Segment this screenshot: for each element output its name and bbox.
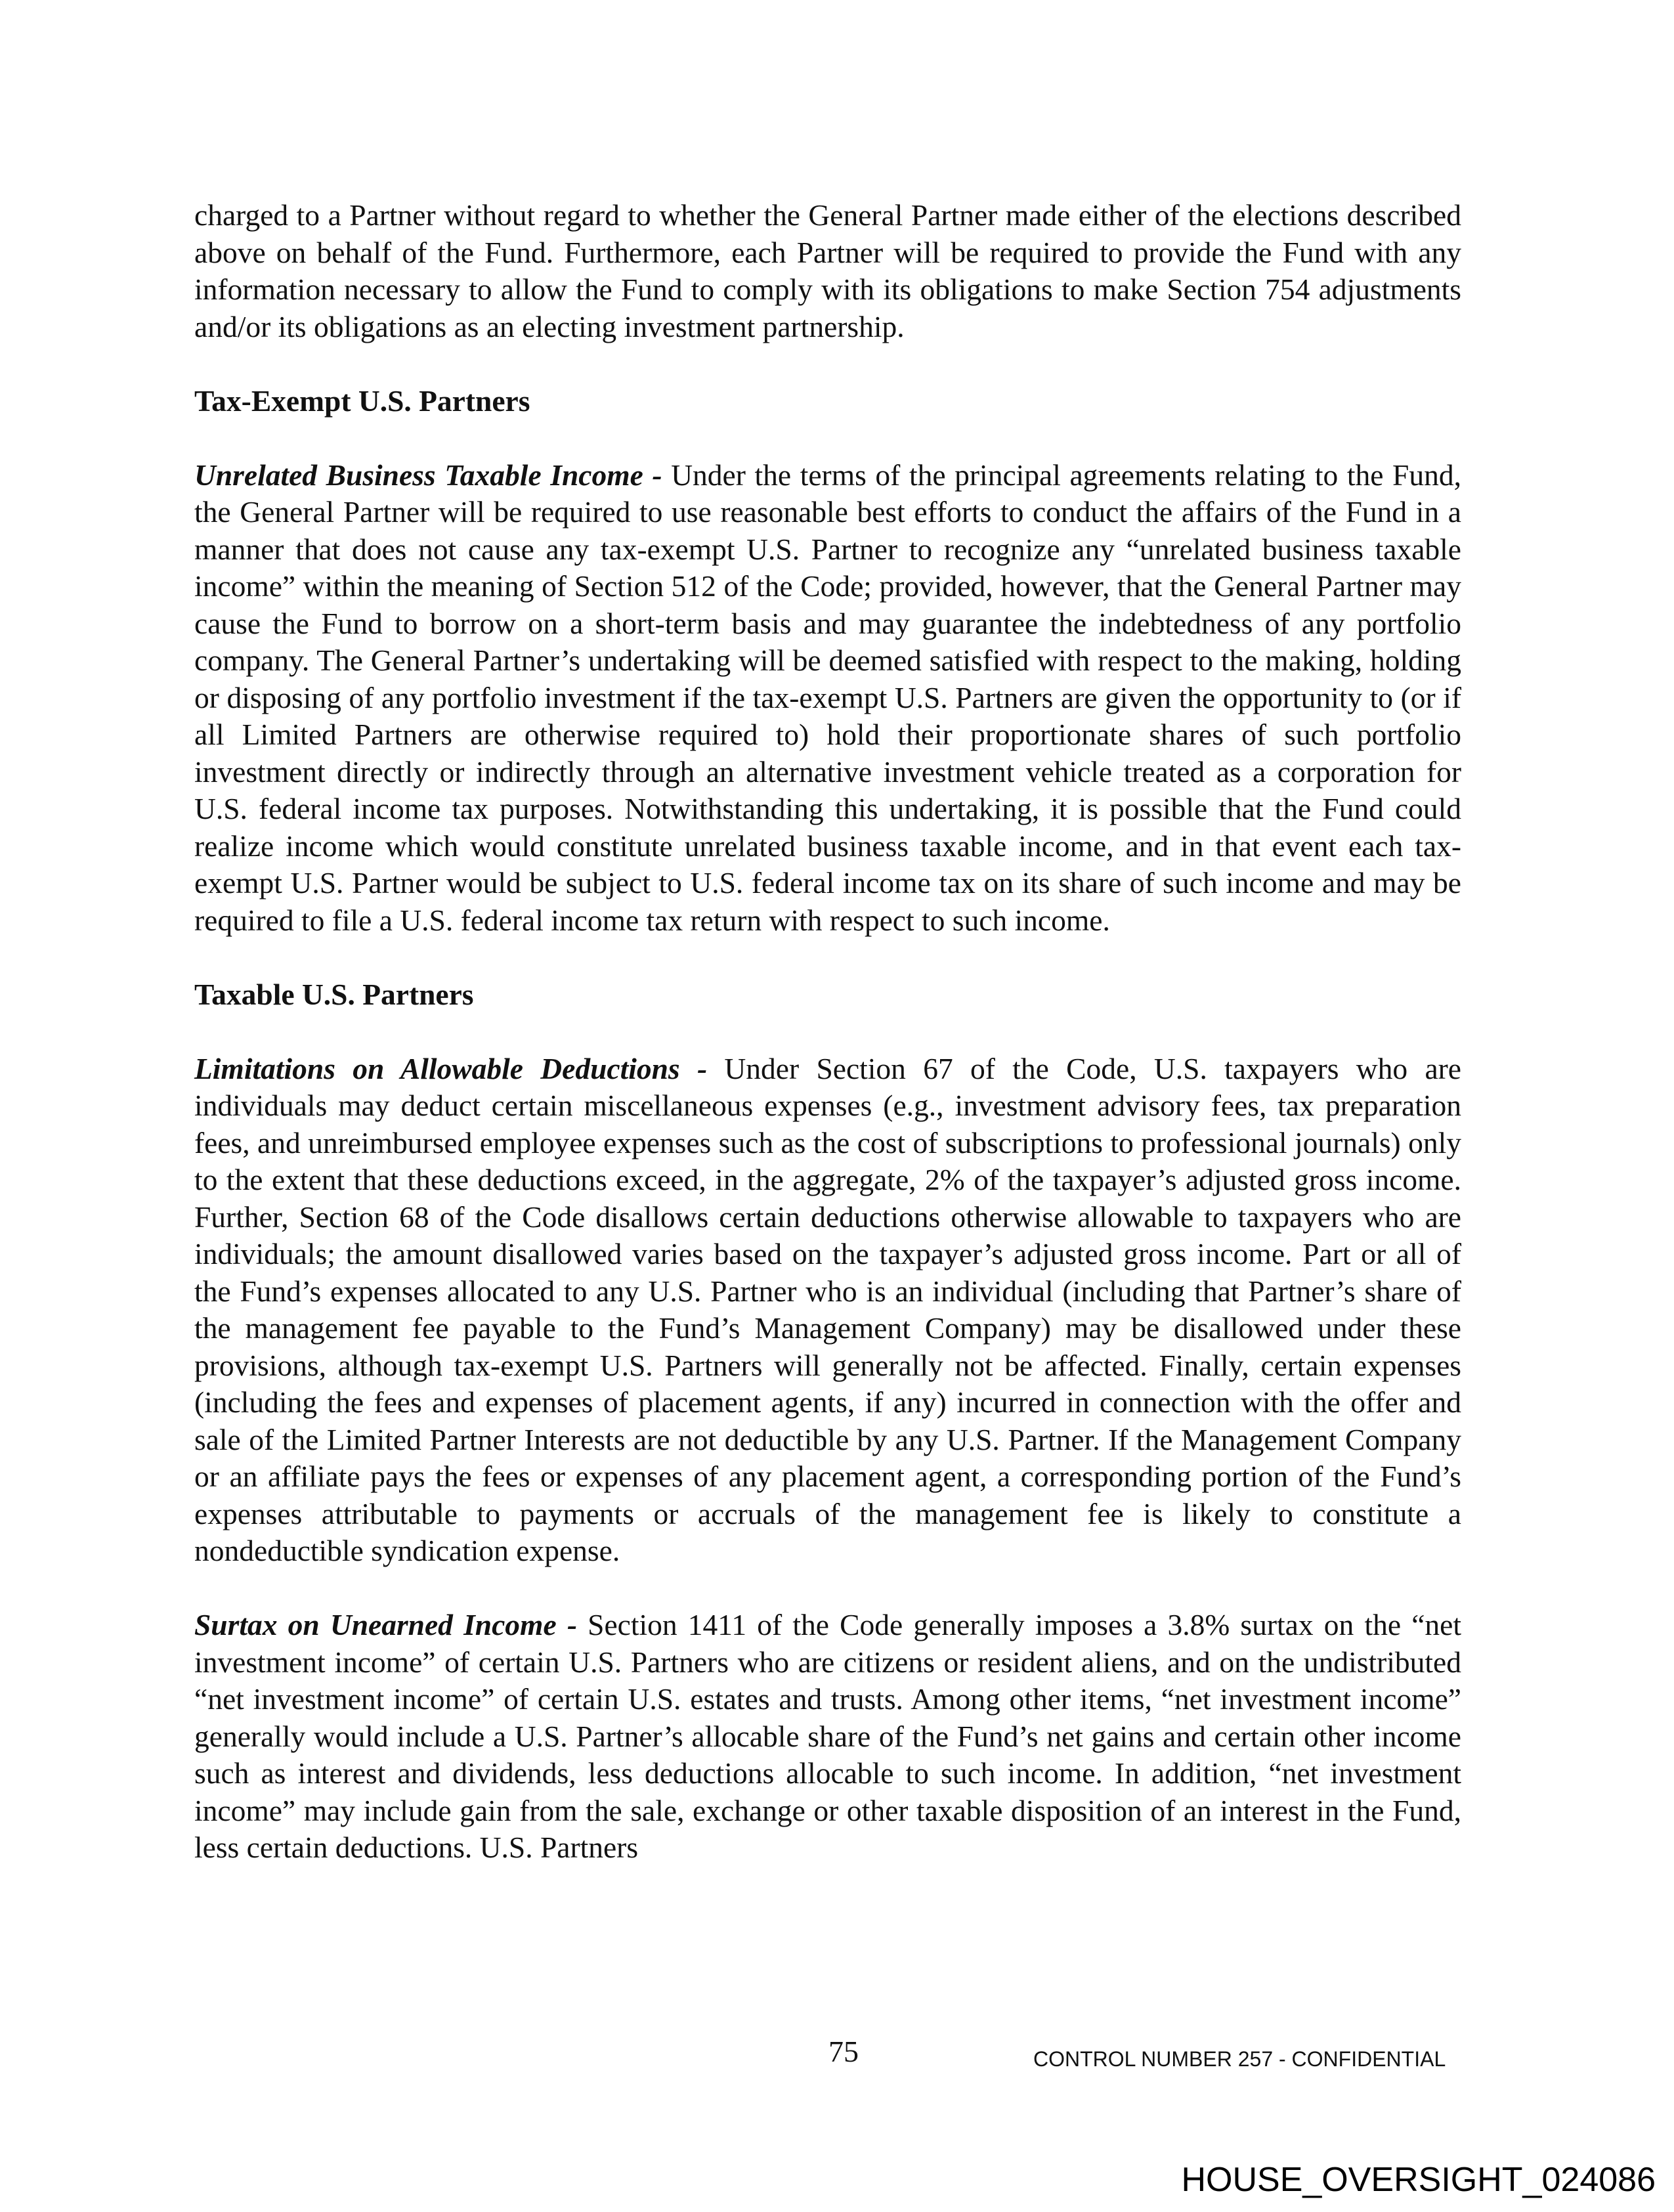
paragraph-text: Under the terms of the principal agreements relating to the Fund, the General Partner will be required to use reasonable best efforts to conduct the affairs of the Fund in a manner that does not cause any tax-exempt U.S. Partner to recognize any “unrelated business taxable income” within the meaning of Section 512 of the Code; provided, however, that the General Partner may cause the Fund to borrow on a short-term basis and may guarantee the indebtedness of any portfolio company. The General Partner’s undertaking will be deemed satisfied with respect to the making, holding or disposing of any portfolio investment if the tax-exempt U.S. Partners are given the opportunity to (or if all Limited Partners are otherwise required to) hold their proportionate shares of such portfolio investment directly or indirectly through an alternative investment vehicle treated as a corporation for U.S. federal income tax purposes. Notwithstanding this undertaking, it is possible that the Fund could realize income which would constitute unrelated business taxable income, and in that event each tax-exempt U.S. Partner would be subject to U.S. federal income tax on its share of such income and may be required to file a U.S. federal income tax return with respect to such income. (194, 458, 1461, 937)
paragraph-runin-title: Unrelated Business Taxable Income - (194, 458, 662, 492)
section-heading: Taxable U.S. Partners (194, 977, 474, 1011)
paragraph-limitations-on-deductions (194, 1051, 1461, 1570)
paragraph-unrelated-business-taxable-income (194, 457, 1461, 940)
paragraph-runin-title: Surtax on Unearned Income - (194, 1608, 577, 1641)
section-taxable-partners (194, 976, 1461, 1867)
document-body (194, 197, 1461, 1903)
control-number-label: CONTROL NUMBER 257 - CONFIDENTIAL (1033, 2047, 1446, 2071)
intro-paragraph: charged to a Partner without regard to whether the General Partner made either of the elections described above on behalf of the Fund. Furthermore, each Partner will be required to provide the Fund with any information necessary to allow the Fund to comply with its obligations to make Section 754 adjustments and/or its obligations as an electing investment partnership. (194, 198, 1461, 343)
paragraph-text: Under Section 67 of the Code, U.S. taxpayers who are individuals may deduct certain miscellaneous expenses (e.g., investment advisory fees, tax preparation fees, and unreimbursed employee expenses such as the cost of subscriptions to professional journals) only to the extent that these deductions exceed, in the aggregate, 2% of the taxpayer’s adjusted gross income. Further, Section 68 of the Code disallows certain deductions otherwise allowable to taxpayers who are individuals; the amount disallowed varies based on the taxpayer’s adjusted gross income. Part or all of the Fund’s expenses allocated to any U.S. Partner who is an individual (including that Partner’s share of the management fee payable to the Fund’s Management Company) may be disallowed under these provisions, although tax-exempt U.S. Partners will generally not be affected. Finally, certain expenses (including the fees and expenses of placement agents, if any) incurred in connection with the offer and sale of the Limited Partner Interests are not deductible by any U.S. Partner. If the Management Company or an affiliate pays the fees or expenses of any placement agent, a corresponding portion of the Fund’s expenses attributable to payments or accruals of the management fee is likely to constitute a nondeductible syndication expense. (194, 1051, 1461, 1567)
section-heading: Tax-Exempt U.S. Partners (194, 383, 530, 418)
bates-number: HOUSE_OVERSIGHT_024086 (1181, 2161, 1656, 2199)
page-number: 75 (828, 2035, 859, 2068)
paragraph-surtax-unearned-income (194, 1607, 1461, 1867)
paragraph-text: Section 1411 of the Code generally imposes a 3.8% surtax on the “net investment income” of certain U.S. Partners who are citizens or resident aliens, and on the undistributed “net investment income” of certain U.S. estates and trusts. Among other items, “net investment income” generally would include a U.S. Partner’s allocable share of the Fund’s net gains and certain other income such as interest and dividends, less deductions allocable to such income. In addition, “net investment income” may include gain from the sale, exchange or other taxable disposition of an interest in the Fund, less certain deductions. U.S. Partners (194, 1608, 1461, 1864)
section-tax-exempt-partners (194, 383, 1461, 940)
paragraph-runin-title: Limitations on Allowable Deductions - (194, 1051, 708, 1085)
